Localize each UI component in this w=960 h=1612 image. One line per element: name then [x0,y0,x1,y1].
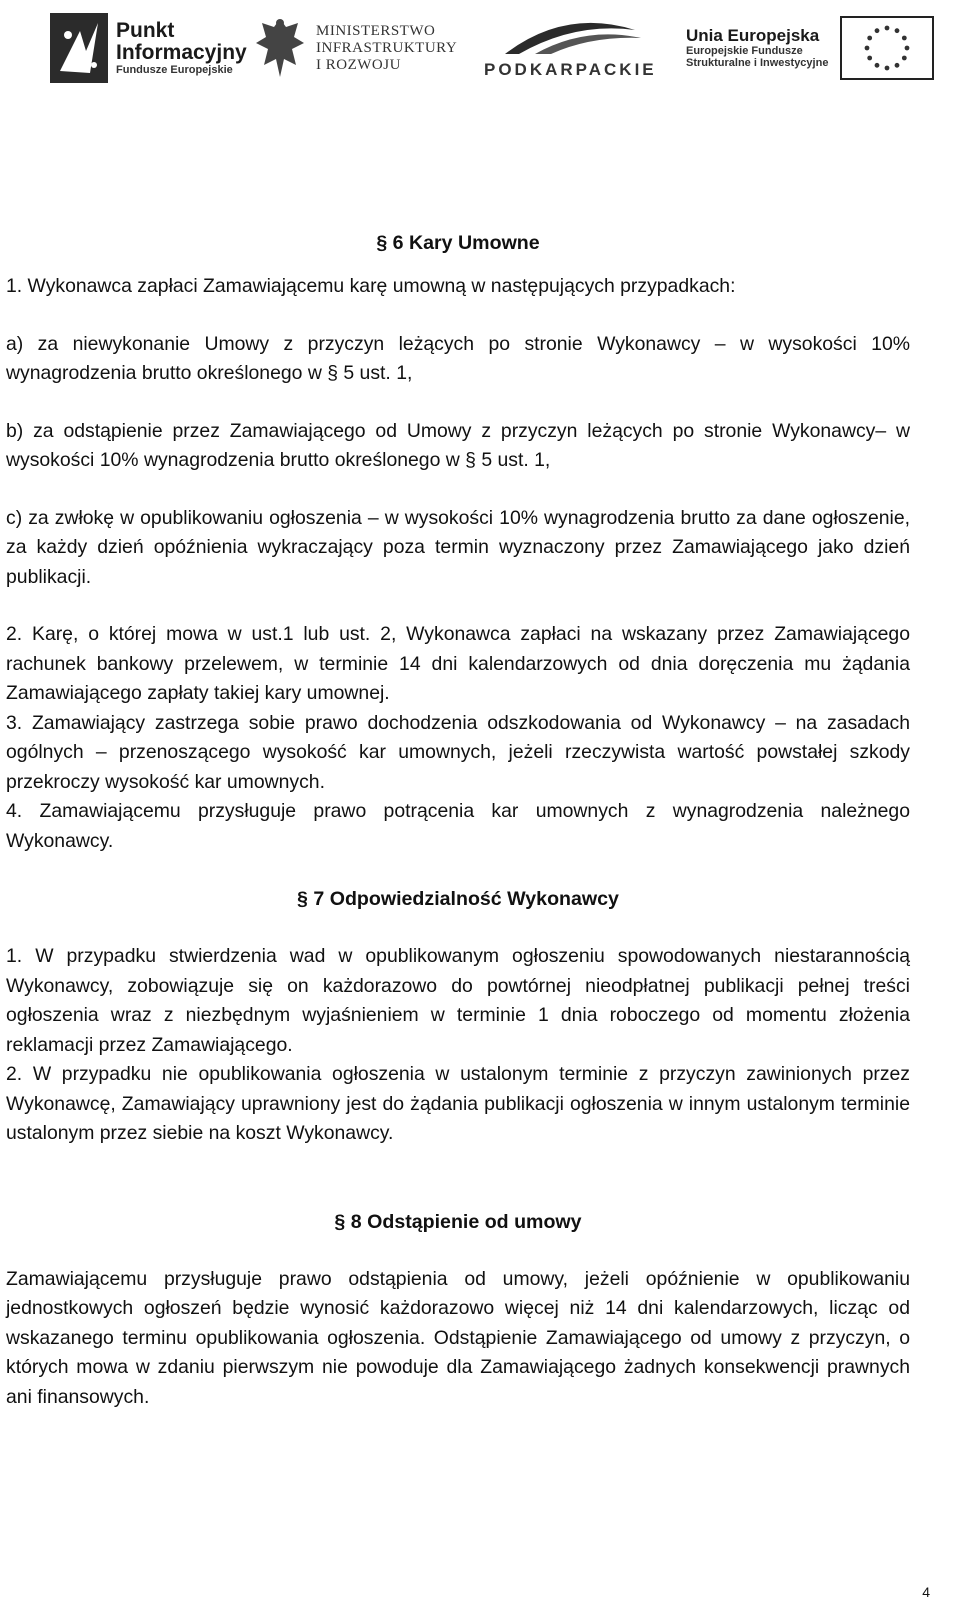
eu-star-icon [902,36,907,41]
ue-line1: Unia Europejska [686,26,820,46]
s6-paragraph-4: 4. Zamawiającemu przysługuje prawo potrącenia kar umownych z wynagrodzenia należnego Wykonawcy. [6,800,910,852]
punkt-line2: Informacyjny [116,41,247,64]
eu-star-icon [885,26,890,31]
s6-paragraph-c: c) za zwłokę w opublikowaniu ogłoszenia – w wysokości 10% wynagrodzenia brutto za dane ogłoszenie, za każdy dzień opóźnienia wykraczający poza termin wyznaczony przez Zamawiającego jako dzień publikacji. [6,506,910,588]
ministerstwo-line3: I ROZWOJU [316,56,401,73]
eu-star-icon [875,28,880,33]
punkt-line3: Fundusze Europejskie [116,64,233,77]
eu-star-icon [868,56,873,61]
logo-bar [0,0,960,100]
eu-star-icon [865,46,870,51]
punkt-informacyjny-logo [50,8,247,88]
podkarpackie-swoosh-icon [495,16,645,56]
eu-star-icon [875,63,880,68]
punkt-emblem-icon [50,13,108,83]
ue-line2: Europejskie Fundusze [686,44,803,57]
document-body [6,228,910,1412]
eu-star-icon [895,28,900,33]
podkarpackie-text: PODKARPACKIE [484,60,657,79]
eagle-emblem-icon [252,13,308,83]
s6-paragraph-3: 3. Zamawiający zastrzega sobie prawo dochodzenia odszkodowania od Wykonawcy – na zasadach ogólnych – przenoszącego wysokość kar umownych, jeżeli rzeczywista wartość powstałej szkody przekroczy wysokość kar umownych. [6,711,910,793]
eu-star-icon [868,36,873,41]
s6-paragraph-a: a) za niewykonanie Umowy z przyczyn leżących po stronie Wykonawcy – w wysokości 10% wynagrodzenia brutto określonego w § 5 ust. 1, [6,332,910,384]
section-7-heading: § 7 Odpowiedzialność Wykonawcy [297,888,619,910]
ue-line3: Strukturalne i Inwestycyjne [686,56,829,69]
s6-paragraph-2: 2. Karę, o której mowa w ust.1 lub ust. 2, Wykonawca zapłaci na wskazany przez Zamawiającego rachunek bankowy przelewem, w terminie 14 dni kalendarzowych od dnia doręczenia mu żądania Zamawiającego zapłaty takiej kary umownej. [6,623,910,704]
punkt-line1: Punkt [116,18,175,42]
ministerstwo-line2: INFRASTRUKTURY [316,39,458,56]
eu-star-icon [902,56,907,61]
eu-flag-icon [840,16,934,80]
s6-paragraph-1: 1. Wykonawca zapłaci Zamawiającemu karę umowną w następujących przypadkach: [6,275,736,297]
ministerstwo-line1: MINISTERSTWO [316,22,436,39]
section-8-heading: § 8 Odstąpienie od umowy [334,1210,582,1233]
s7-paragraph-2: 2. W przypadku nie opublikowania ogłoszenia w ustalonym terminie z przyczyn zawinionych przez Wykonawcę, Zamawiający uprawniony jest do żądania publikacji ogłoszenia w innym ustalonym terminie ustalonym przez siebie na koszt Wykonawcy. [6,1063,910,1144]
eu-star-icon [905,46,910,51]
eu-star-icon [895,63,900,68]
podkarpackie-logo [484,8,657,88]
s8-paragraph-1: Zamawiającemu przysługuje prawo odstąpienia od umowy, jeżeli opóźnienie w opublikowaniu jednostkowych ogłoszeń będzie wynosić każdorazowo więcej niż 14 dni kalendarzowych, licząc od wskazanego terminu opublikowania ogłoszenia. Odstąpienie Zamawiającego od umowy z przyczyn, o których mowa w zdaniu pierwszym nie powoduje dla Zamawiającego żadnych konsekwencji prawnych ani finansowych. [6,1267,910,1408]
s6-paragraph-b: b) za odstąpienie przez Zamawiającego od Umowy z przyczyn leżących po stronie Wykonawcy– w wysokości 10% wynagrodzenia brutto określonego w § 5 ust. 1, [6,419,910,471]
ministerstwo-logo [252,8,457,88]
page-number: 4 [922,1584,930,1600]
eu-star-icon [885,66,890,71]
unia-europejska-logo [686,8,934,88]
s7-paragraph-1: 1. W przypadku stwierdzenia wad w opublikowanym ogłoszeniu spowodowanych niestarannością Wykonawcy, zobowiązuje się on każdorazowo do powtórnej nieodpłatnej publikacji pełnej treści ogłoszenia wraz z niezbędnym wyjaśnieniem w terminie 1 dnia roboczego od momentu złożenia reklamacji przez Zamawiającego. [6,945,910,1056]
section-6-heading: § 6 Kary Umowne [376,232,540,254]
